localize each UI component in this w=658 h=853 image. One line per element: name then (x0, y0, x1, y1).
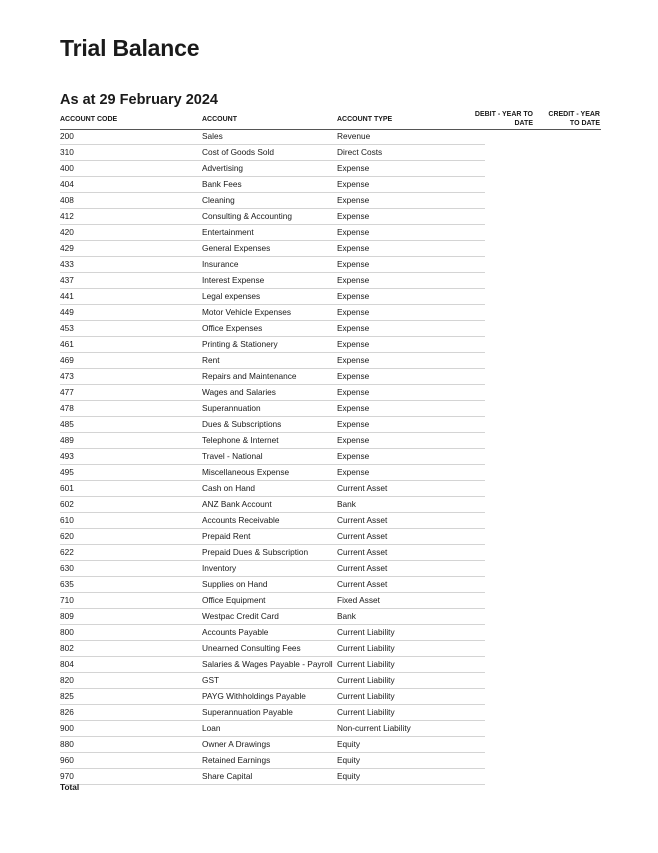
account-name-cell: Consulting & Accounting (202, 211, 292, 221)
table-row (60, 161, 485, 177)
account-name-cell: Unearned Consulting Fees (202, 643, 301, 653)
account-type-cell: Revenue (337, 131, 371, 141)
table-row (60, 417, 485, 433)
table-row (60, 257, 485, 273)
account-type-cell: Equity (337, 755, 361, 765)
account-code-cell: 809 (60, 611, 74, 621)
account-name-cell: Salaries & Wages Payable - Payroll (202, 659, 333, 669)
report-title: Trial Balance (60, 35, 200, 61)
account-type-cell: Expense (337, 307, 370, 317)
account-name-cell: Dues & Subscriptions (202, 419, 282, 429)
account-name-cell: GST (202, 675, 220, 685)
account-name-cell: Motor Vehicle Expenses (202, 307, 292, 317)
table-row (60, 369, 485, 385)
account-name-cell: Miscellaneous Expense (202, 467, 290, 477)
account-name-cell: Westpac Credit Card (202, 611, 279, 621)
account-type-cell: Expense (337, 435, 370, 445)
total-label: Total (60, 782, 80, 792)
report-date: As at 29 February 2024 (60, 92, 218, 108)
column-header-account-type: ACCOUNT TYPE (337, 116, 393, 123)
account-type-cell: Expense (337, 403, 370, 413)
account-name-cell: Owner A Drawings (202, 739, 271, 749)
table-row (60, 545, 485, 561)
account-code-cell: 826 (60, 707, 74, 717)
account-type-cell: Expense (337, 323, 370, 333)
account-code-cell: 495 (60, 467, 74, 477)
account-code-cell: 429 (60, 243, 74, 253)
table-row (60, 705, 485, 721)
table-row (60, 641, 485, 657)
table-body (60, 129, 485, 785)
account-code-cell: 449 (60, 307, 74, 317)
account-name-cell: Rent (202, 355, 220, 365)
account-name-cell: Telephone & Internet (202, 435, 279, 445)
account-type-cell: Direct Costs (337, 147, 383, 157)
table-row (60, 385, 485, 401)
account-name-cell: Retained Earnings (202, 755, 271, 765)
table-row (60, 737, 485, 753)
account-name-cell: Accounts Receivable (202, 515, 280, 525)
account-type-cell: Expense (337, 211, 370, 221)
table-row (60, 177, 485, 193)
table-row (60, 401, 485, 417)
account-code-cell: 473 (60, 371, 74, 381)
account-code-cell: 960 (60, 755, 74, 765)
account-code-cell: 420 (60, 227, 74, 237)
account-code-cell: 412 (60, 211, 74, 221)
account-type-cell: Bank (337, 611, 356, 621)
account-code-cell: 433 (60, 259, 74, 269)
account-code-cell: 620 (60, 531, 74, 541)
table-row (60, 337, 485, 353)
account-name-cell: Sales (202, 131, 223, 141)
account-code-cell: 477 (60, 387, 74, 397)
account-code-cell: 804 (60, 659, 74, 669)
account-code-cell: 825 (60, 691, 74, 701)
table-row (60, 769, 485, 785)
account-name-cell: Entertainment (202, 227, 254, 237)
table-row (60, 209, 485, 225)
account-name-cell: Share Capital (202, 771, 253, 781)
account-type-cell: Expense (337, 195, 370, 205)
account-type-cell: Expense (337, 163, 370, 173)
account-name-cell: ANZ Bank Account (202, 499, 272, 509)
account-code-cell: 880 (60, 739, 74, 749)
account-type-cell: Fixed Asset (337, 595, 380, 605)
account-type-cell: Current Asset (337, 579, 388, 589)
account-code-cell: 800 (60, 627, 74, 637)
account-code-cell: 408 (60, 195, 74, 205)
account-type-cell: Equity (337, 771, 361, 781)
account-type-cell: Current Liability (337, 659, 395, 669)
account-code-cell: 900 (60, 723, 74, 733)
account-name-cell: Cash on Hand (202, 483, 256, 493)
account-type-cell: Expense (337, 387, 370, 397)
account-type-cell: Current Asset (337, 547, 388, 557)
account-name-cell: Wages and Salaries (202, 387, 276, 397)
table-row (60, 289, 485, 305)
table-row (60, 673, 485, 689)
account-type-cell: Current Asset (337, 515, 388, 525)
account-type-cell: Current Liability (337, 691, 395, 701)
table-row (60, 145, 485, 161)
account-name-cell: Advertising (202, 163, 244, 173)
account-code-cell: 710 (60, 595, 74, 605)
account-name-cell: Interest Expense (202, 275, 265, 285)
table-row (60, 273, 485, 289)
table-row (60, 449, 485, 465)
account-type-cell: Expense (337, 275, 370, 285)
account-name-cell: Printing & Stationery (202, 339, 278, 349)
account-name-cell: General Expenses (202, 243, 271, 253)
account-code-cell: 970 (60, 771, 74, 781)
account-name-cell: Superannuation Payable (202, 707, 293, 717)
account-name-cell: Insurance (202, 259, 239, 269)
account-code-cell: 602 (60, 499, 74, 509)
account-code-cell: 437 (60, 275, 74, 285)
table-row (60, 305, 485, 321)
account-type-cell: Non-current Liability (337, 723, 411, 733)
account-type-cell: Expense (337, 291, 370, 301)
account-code-cell: 453 (60, 323, 74, 333)
account-type-cell: Current Asset (337, 563, 388, 573)
column-header-account-code: ACCOUNT CODE (60, 116, 118, 123)
account-type-cell: Expense (337, 451, 370, 461)
account-name-cell: Inventory (202, 563, 237, 573)
account-name-cell: Supplies on Hand (202, 579, 268, 589)
table-header (60, 110, 601, 130)
account-type-cell: Expense (337, 355, 370, 365)
account-name-cell: Repairs and Maintenance (202, 371, 297, 381)
table-row (60, 593, 485, 609)
table-row (60, 689, 485, 705)
column-header-credit: CREDIT - YEAR TO DATE (548, 111, 600, 127)
account-type-cell: Current Liability (337, 707, 395, 717)
table-row (60, 321, 485, 337)
account-code-cell: 493 (60, 451, 74, 461)
account-type-cell: Expense (337, 179, 370, 189)
account-name-cell: PAYG Withholdings Payable (202, 691, 306, 701)
account-type-cell: Equity (337, 739, 361, 749)
account-type-cell: Expense (337, 467, 370, 477)
table-row (60, 529, 485, 545)
table-row (60, 577, 485, 593)
account-name-cell: Prepaid Rent (202, 531, 251, 541)
table-row (60, 625, 485, 641)
account-type-cell: Current Liability (337, 627, 395, 637)
account-type-cell: Expense (337, 371, 370, 381)
column-header-account: ACCOUNT (202, 116, 237, 123)
account-code-cell: 310 (60, 147, 74, 157)
account-name-cell: Office Expenses (202, 323, 263, 333)
table-row (60, 465, 485, 481)
table-row (60, 225, 485, 241)
column-header-debit: DEBIT - YEAR TO DATE (474, 111, 533, 127)
table-row (60, 561, 485, 577)
account-type-cell: Current Asset (337, 483, 388, 493)
account-name-cell: Travel - National (202, 451, 263, 461)
account-code-cell: 485 (60, 419, 74, 429)
account-code-cell: 478 (60, 403, 74, 413)
account-type-cell: Current Asset (337, 531, 388, 541)
account-code-cell: 630 (60, 563, 74, 573)
account-name-cell: Loan (202, 723, 221, 733)
account-code-cell: 200 (60, 131, 74, 141)
account-code-cell: 601 (60, 483, 74, 493)
account-code-cell: 461 (60, 339, 74, 349)
table-row (60, 193, 485, 209)
account-type-cell: Expense (337, 339, 370, 349)
account-type-cell: Current Liability (337, 643, 395, 653)
account-type-cell: Expense (337, 419, 370, 429)
account-code-cell: 802 (60, 643, 74, 653)
table-row (60, 753, 485, 769)
table-row (60, 481, 485, 497)
account-type-cell: Bank (337, 499, 356, 509)
account-code-cell: 610 (60, 515, 74, 525)
account-type-cell: Expense (337, 227, 370, 237)
account-name-cell: Superannuation (202, 403, 261, 413)
table-row (60, 241, 485, 257)
account-code-cell: 400 (60, 163, 74, 173)
account-code-cell: 469 (60, 355, 74, 365)
account-name-cell: Accounts Payable (202, 627, 269, 637)
account-name-cell: Bank Fees (202, 179, 242, 189)
account-name-cell: Cost of Goods Sold (202, 147, 274, 157)
account-name-cell: Office Equipment (202, 595, 266, 605)
account-code-cell: 635 (60, 579, 74, 589)
account-code-cell: 404 (60, 179, 74, 189)
account-type-cell: Expense (337, 243, 370, 253)
table-row (60, 609, 485, 625)
table-row (60, 513, 485, 529)
table-row (60, 129, 485, 145)
account-name-cell: Legal expenses (202, 291, 261, 301)
table-row (60, 353, 485, 369)
account-name-cell: Cleaning (202, 195, 235, 205)
account-code-cell: 622 (60, 547, 74, 557)
table-row (60, 497, 485, 513)
table-row (60, 721, 485, 737)
account-type-cell: Current Liability (337, 675, 395, 685)
account-type-cell: Expense (337, 259, 370, 269)
table-row (60, 657, 485, 673)
account-code-cell: 820 (60, 675, 74, 685)
account-name-cell: Prepaid Dues & Subscription (202, 547, 309, 557)
account-code-cell: 489 (60, 435, 74, 445)
account-code-cell: 441 (60, 291, 74, 301)
table-row (60, 433, 485, 449)
